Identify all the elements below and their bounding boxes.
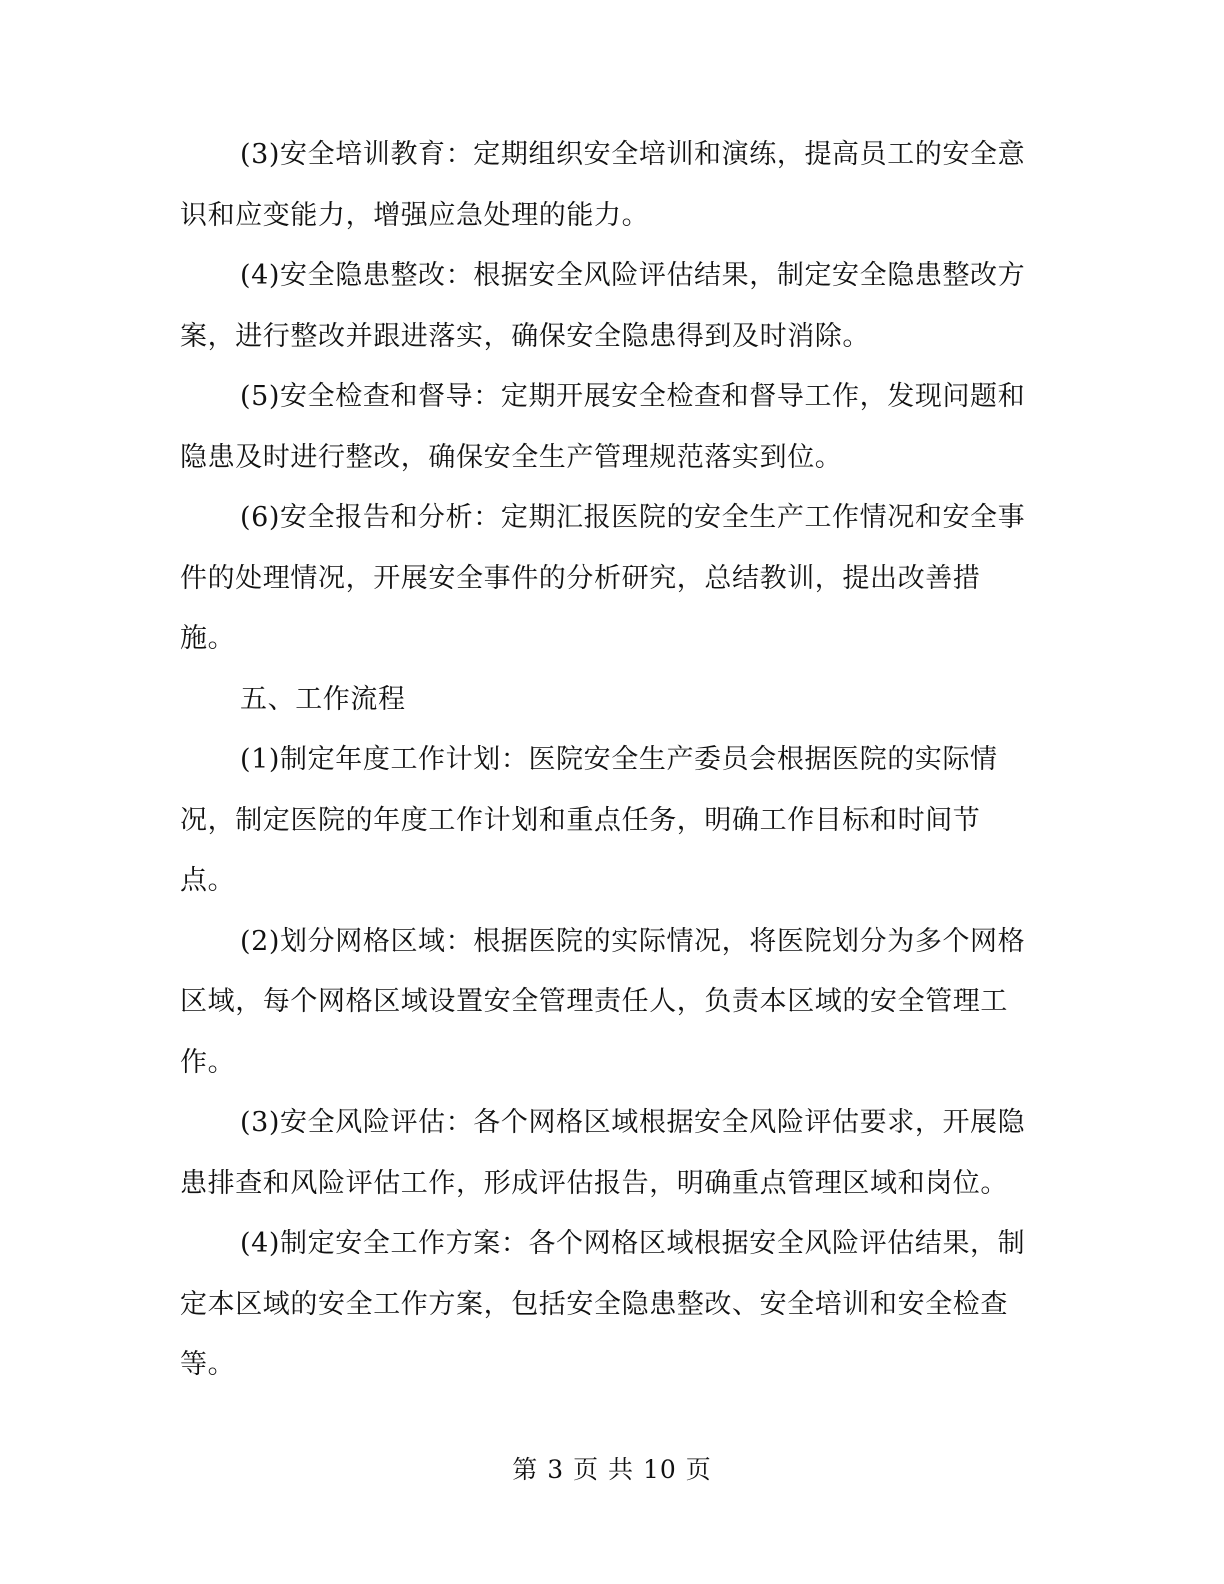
page-number-footer: 第 3 页 共 10 页 [512, 1455, 712, 1484]
text-line: (4)制定安全工作方案：各个网格区域根据安全风险评估结果，制 [240, 1228, 1026, 1259]
text-line: 点。 [180, 865, 236, 896]
text-line: 等。 [180, 1349, 236, 1380]
text-line: 施。 [180, 623, 236, 654]
section-heading: 五、工作流程 [240, 683, 406, 715]
text-line: 作。 [180, 1046, 236, 1078]
text-line: (6)安全报告和分析：定期汇报医院的安全生产工作情况和安全事 [240, 502, 1026, 533]
text-line: (5)安全检查和督导：定期开展安全检查和督导工作，发现问题和 [240, 381, 1026, 412]
paragraph-risk-assessment [180, 1093, 1030, 1214]
document-body [180, 125, 1030, 1396]
paragraph-safety-inspection [180, 367, 1030, 488]
text-line: 患排查和风险评估工作，形成评估报告，明确重点管理区域和岗位。 [180, 1167, 1008, 1199]
text-line: 定本区域的安全工作方案，包括安全隐患整改、安全培训和安全检查 [180, 1288, 1008, 1320]
paragraph-work-plan [180, 1214, 1030, 1396]
text-line: (4)安全隐患整改：根据安全风险评估结果，制定安全隐患整改方 [240, 260, 1026, 291]
text-line: 件的处理情况，开展安全事件的分析研究，总结教训，提出改善措 [180, 562, 981, 594]
paragraph-safety-reporting [180, 488, 1030, 670]
text-line: (3)安全风险评估：各个网格区域根据安全风险评估要求，开展隐 [240, 1107, 1026, 1138]
paragraph-grid-division [180, 912, 1030, 1094]
text-line: 隐患及时进行整改，确保安全生产管理规范落实到位。 [180, 441, 843, 473]
text-line: 区域，每个网格区域设置安全管理责任人，负责本区域的安全管理工 [180, 986, 1008, 1017]
text-line: 况，制定医院的年度工作计划和重点任务，明确工作目标和时间节 [180, 804, 981, 836]
paragraph-safety-training [180, 125, 1030, 246]
text-line: (3)安全培训教育：定期组织安全培训和演练，提高员工的安全意 [240, 139, 1026, 170]
text-line: 识和应变能力，增强应急处理的能力。 [180, 199, 650, 231]
paragraph-hazard-rectification [180, 246, 1030, 367]
paragraph-annual-plan [180, 730, 1030, 912]
text-line: (2)划分网格区域：根据医院的实际情况，将医院划分为多个网格 [240, 925, 1026, 957]
text-line: (1)制定年度工作计划：医院安全生产委员会根据医院的实际情 [240, 744, 998, 775]
section-heading-workflow [180, 670, 1030, 731]
text-line: 案，进行整改并跟进落实，确保安全隐患得到及时消除。 [180, 320, 870, 352]
